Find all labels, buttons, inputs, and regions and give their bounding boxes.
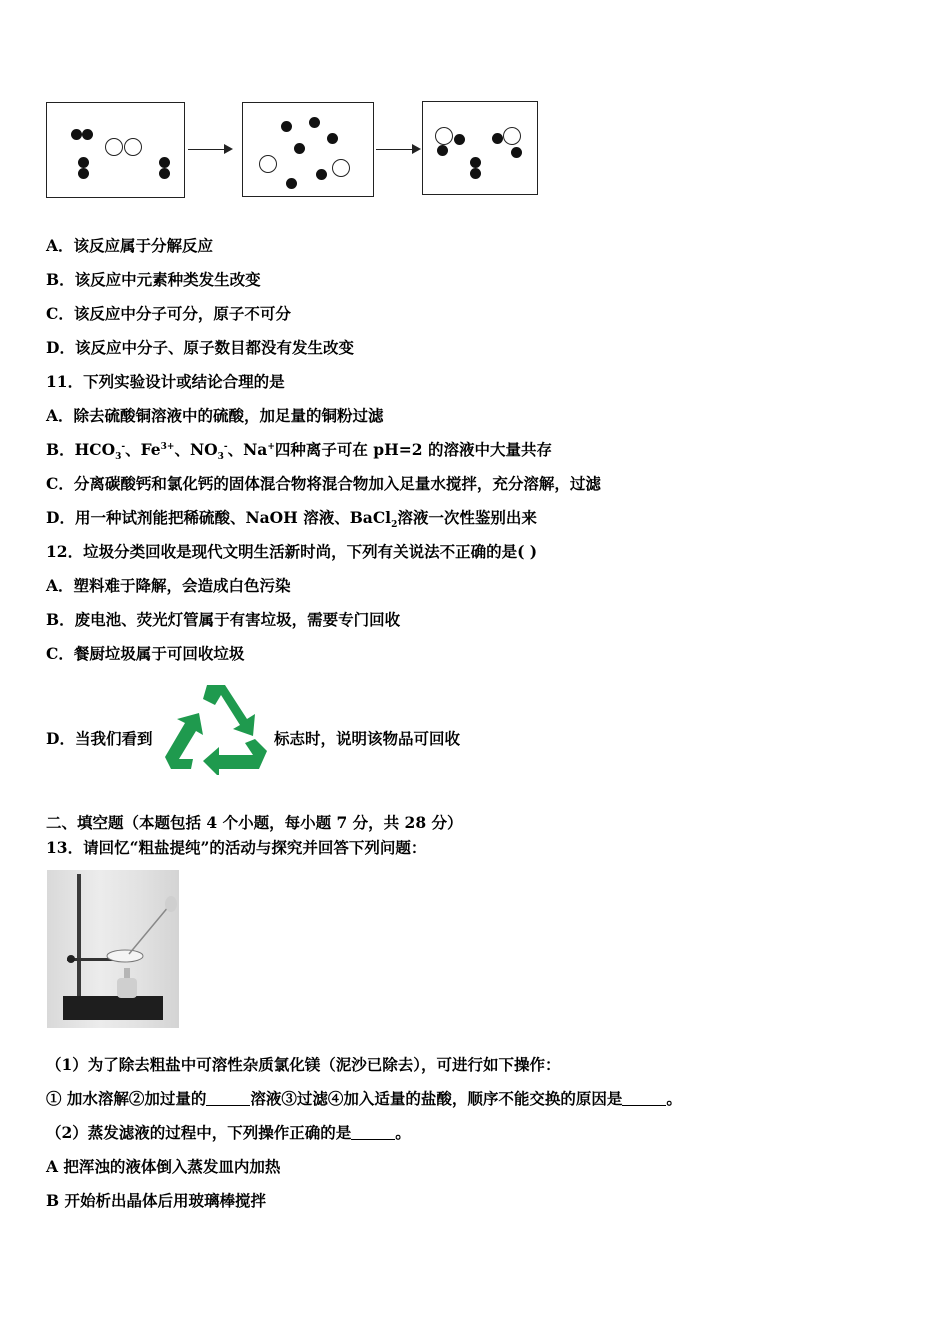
subscript: 2 xyxy=(391,520,398,531)
answer-blank[interactable] xyxy=(351,1125,395,1140)
white-atom xyxy=(332,159,350,177)
q13-option-b: B 开始析出晶体后用玻璃棒搅拌 xyxy=(46,1191,266,1210)
white-atom xyxy=(259,155,277,173)
q13-steps-a: ① 加水溶解②加过量的 xyxy=(46,1089,207,1108)
q11-option-b xyxy=(46,440,552,463)
black-atom xyxy=(71,129,82,140)
q13-steps-c: 。 xyxy=(666,1089,682,1108)
q12-option-d-after: 标志时，说明该物品可回收 xyxy=(274,729,461,748)
black-atom xyxy=(316,169,327,180)
q13-steps xyxy=(46,1089,682,1109)
black-atom xyxy=(470,157,481,168)
recycle-arrow-top xyxy=(203,685,255,736)
answer-blank[interactable] xyxy=(206,1091,250,1106)
black-atom xyxy=(294,143,305,154)
black-atom xyxy=(327,133,338,144)
white-atom xyxy=(503,127,521,145)
recycle-arrow-left xyxy=(165,713,203,769)
q13-steps-b: 溶液③过滤④加入适量的盐酸，顺序不能交换的原因是 xyxy=(250,1089,623,1108)
q10-option-a: A．该反应属于分解反应 xyxy=(46,236,214,255)
q12-stem: 12．垃圾分类回收是现代文明生活新时尚，下列有关说法不正确的是( ) xyxy=(46,542,538,561)
q12-option-d-before: D．当我们看到 xyxy=(46,729,153,748)
black-atom xyxy=(309,117,320,128)
q12-option-c: C．餐厨垃圾属于可回收垃圾 xyxy=(46,644,245,663)
q11-d-prefix: D．用一种试剂能把稀硫酸、NaOH 溶液、BaCl xyxy=(46,508,392,527)
products-box xyxy=(422,101,538,195)
white-atom xyxy=(105,138,123,156)
superscript: + xyxy=(267,441,275,452)
q11-option-c: C．分离碳酸钙和氯化钙的固体混合物将混合物加入足量水搅拌，充分溶解，过滤 xyxy=(46,474,601,493)
answer-blank[interactable] xyxy=(622,1091,666,1106)
apparatus-illustration xyxy=(47,870,179,1028)
black-atom xyxy=(281,121,292,132)
reaction-arrow xyxy=(376,149,419,150)
q11-b-fe: 、Fe xyxy=(125,440,161,459)
q11-b-no: 、NO xyxy=(174,440,218,459)
q11-b-na: 、Na xyxy=(227,440,268,459)
reaction-arrow xyxy=(188,149,231,150)
q10-option-c: C．该反应中分子可分，原子不可分 xyxy=(46,304,291,323)
subscript: 3 xyxy=(217,452,224,463)
q13-part1: （1）为了除去粗盐中可溶性杂质氯化镁（泥沙已除去），可进行如下操作： xyxy=(46,1055,561,1074)
black-atom xyxy=(159,157,170,168)
black-atom xyxy=(78,157,89,168)
subscript: 3 xyxy=(115,452,122,463)
q13-part2-a: （2）蒸发滤液的过程中，下列操作正确的是 xyxy=(46,1123,352,1142)
q10-option-b: B．该反应中元素种类发生改变 xyxy=(46,270,261,289)
q11-option-a: A．除去硫酸铜溶液中的硫酸，加足量的铜粉过滤 xyxy=(46,406,384,425)
q13-option-a: A 把浑浊的液体倒入蒸发皿内加热 xyxy=(46,1157,281,1176)
q11-b-suffix: 四种离子可在 pH=2 的溶液中大量共存 xyxy=(274,440,552,459)
black-atom xyxy=(82,129,93,140)
black-atom xyxy=(492,133,503,144)
evaporation-apparatus-photo xyxy=(47,870,179,1028)
q13-part2-b: 。 xyxy=(395,1123,411,1142)
black-atom xyxy=(78,168,89,179)
black-atom xyxy=(454,134,465,145)
superscript: 3+ xyxy=(160,441,175,452)
black-atom xyxy=(470,168,481,179)
superscript: - xyxy=(121,441,126,452)
reactants-box xyxy=(46,102,185,198)
q11-b-prefix: B．HCO xyxy=(46,440,116,459)
q13-stem: 13．请回忆“粗盐提纯”的活动与探究并回答下列问题： xyxy=(46,838,427,857)
white-atom xyxy=(124,138,142,156)
section-2-title: 二、填空题（本题包括 4 个小题，每小题 7 分，共 28 分） xyxy=(46,813,463,832)
q10-option-d: D．该反应中分子、原子数目都没有发生改变 xyxy=(46,338,354,357)
intermediate-box xyxy=(242,102,374,197)
q11-option-d xyxy=(46,508,537,531)
white-atom xyxy=(435,127,453,145)
black-atom xyxy=(286,178,297,189)
recycle-icon xyxy=(163,681,271,775)
black-atom xyxy=(159,168,170,179)
superscript: - xyxy=(223,441,228,452)
recycle-arrow-bottom xyxy=(203,739,267,775)
black-atom xyxy=(437,145,448,156)
q12-option-a: A．塑料难于降解，会造成白色污染 xyxy=(46,576,291,595)
q12-option-b: B．废电池、荧光灯管属于有害垃圾，需要专门回收 xyxy=(46,610,401,629)
black-atom xyxy=(511,147,522,158)
q11-stem: 11．下列实验设计或结论合理的是 xyxy=(46,372,285,391)
q11-d-suffix: 溶液一次性鉴别出来 xyxy=(397,508,537,527)
q13-part2 xyxy=(46,1123,411,1143)
